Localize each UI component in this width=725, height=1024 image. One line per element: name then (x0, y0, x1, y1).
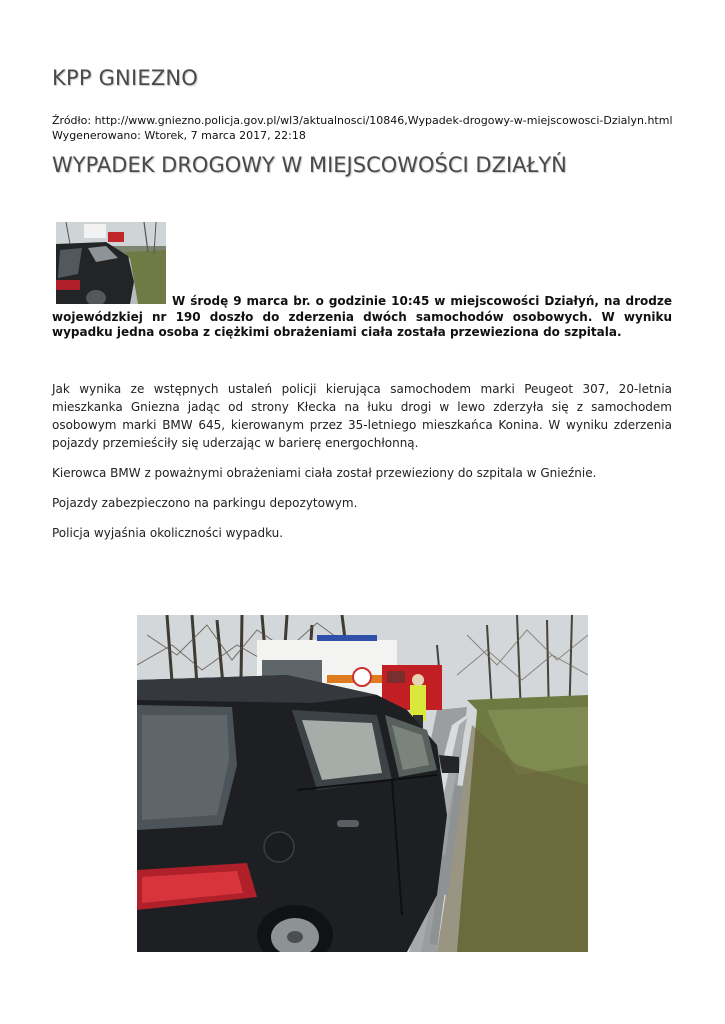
article-paragraph: Pojazdy zabezpieczono na parkingu depozytowym. (52, 496, 358, 510)
article-body (52, 380, 672, 554)
article-title: WYPADEK DROGOWY W MIEJSCOWOŚCI DZIAŁYŃ (52, 153, 567, 177)
article-paragraph: Policja wyjaśnia okoliczności wypadku. (52, 526, 284, 540)
article-lead: W środę 9 marca br. o godzinie 10:45 w miejscowości Działyń, na drodze wojewódzkiej nr 190 doszło do zderzenia dwóch samochodów osobowych. W wyniku wypadku jedna osoba z ciężkimi obrażeniami ciała została przewieziona do szpitala. (52, 294, 672, 339)
generated-line: Wygenerowano: Wtorek, 7 marca 2017, 22:18 (52, 128, 306, 142)
article-paragraph: Kierowca BMW z poważnymi obrażeniami ciała został przewieziony do szpitala w Gnieźnie. (52, 466, 597, 480)
article-lead-block (52, 222, 672, 341)
article-paragraph: Jak wynika ze wstępnych ustaleń policji kierująca samochodem marki Peugeot 307, 20-letnia mieszkanka Gniezna jadąc od strony Kłecka na łuku drogi w lewo zderzyła się z samochodem osobowym marki BMW 645, kierowanym przez 35-letniego mieszkańca Konina. W wyniku zderzenia pojazdy przemieściły się uderzając w barierę energochłonną. (52, 382, 672, 450)
site-title: KPP GNIEZNO (52, 66, 199, 90)
accident-photo-thumbnail (56, 222, 166, 304)
accident-photo (137, 615, 588, 952)
source-line: Źródło: http://www.gniezno.policja.gov.pl/wl3/aktualnosci/10846,Wypadek-drogowy-w-miejscowosci-Dzialyn.html (52, 114, 673, 127)
document-meta (52, 114, 673, 143)
